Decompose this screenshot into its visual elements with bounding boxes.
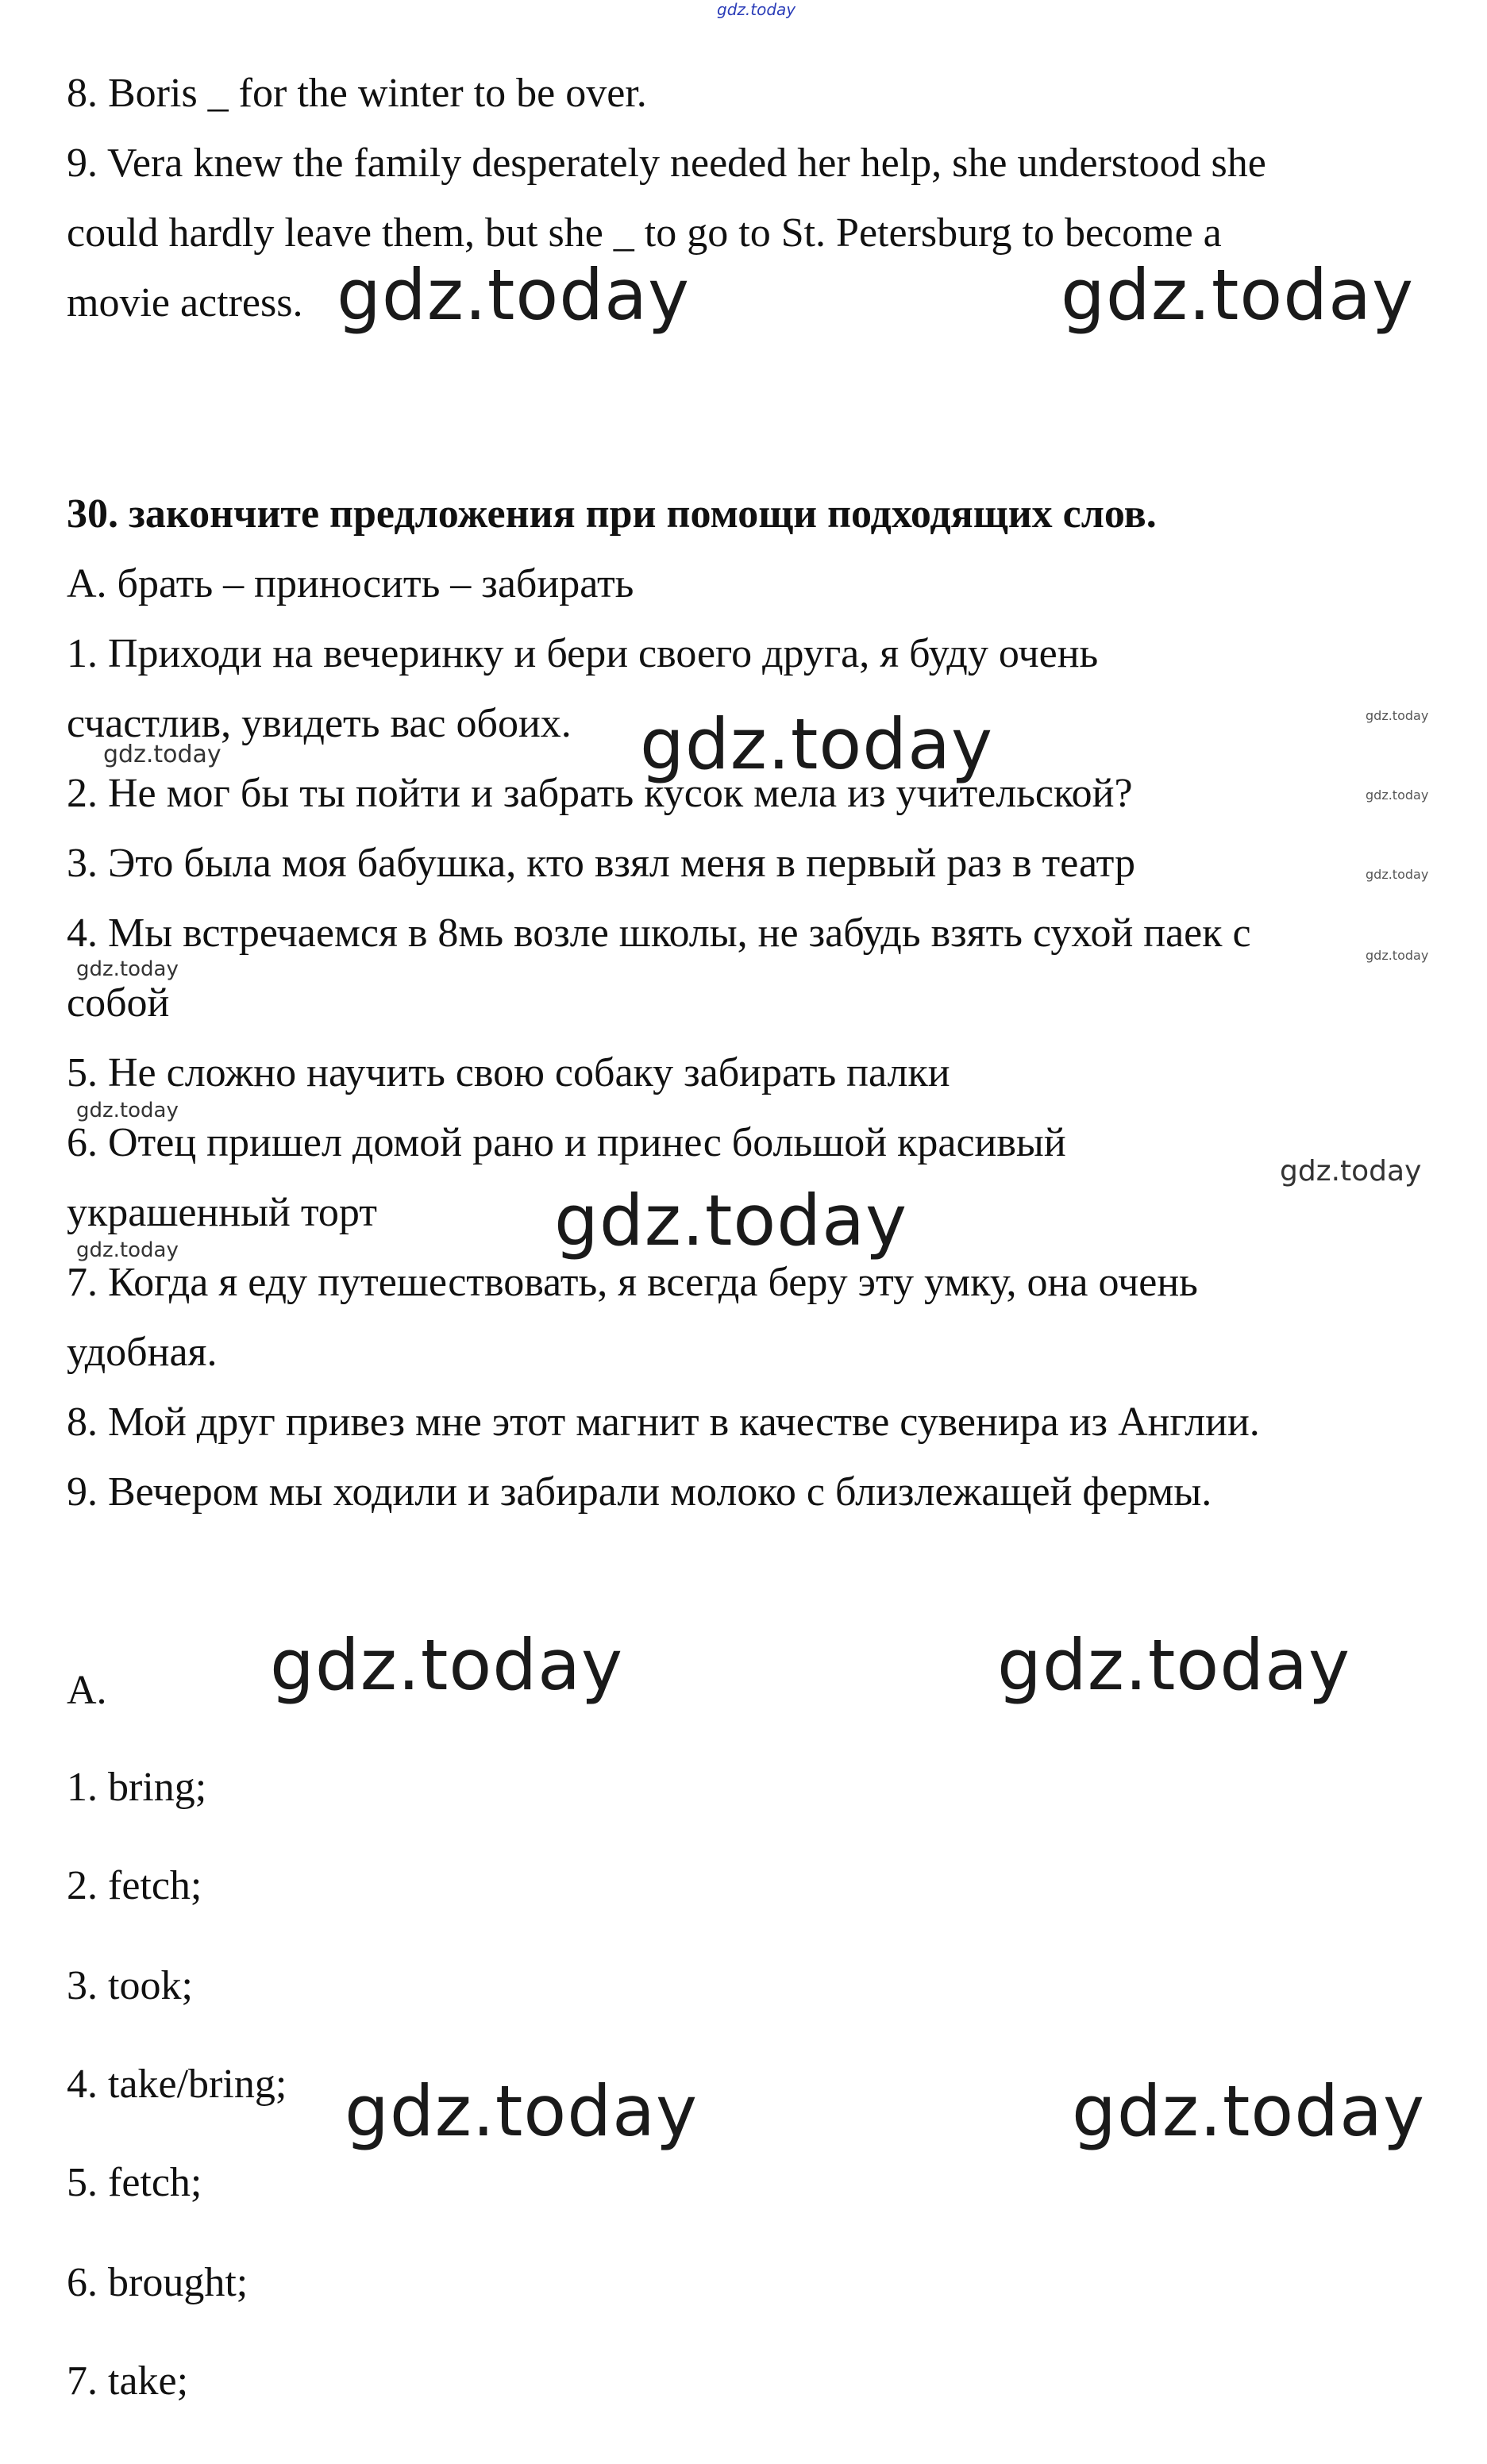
task-line: собой <box>67 980 170 1026</box>
watermark-small: gdz.today <box>76 957 179 981</box>
watermark-large: gdz.today <box>337 254 691 336</box>
task-line: 3. Это была моя бабушка, кто взял меня в первый раз в театр <box>67 841 1136 886</box>
task-line: 2. Не мог бы ты пойти и забрать кусок мела из учительской? <box>67 771 1133 816</box>
task-line: счастлив, увидеть вас обоих. <box>67 701 572 746</box>
watermark-small: gdz.today <box>1280 1155 1422 1188</box>
task-heading: 30. закончите предложения при помощи подходящих слов. <box>67 491 1157 537</box>
watermark-small: gdz.today <box>76 1238 179 1262</box>
answer-item: 1. bring; <box>67 1765 207 1810</box>
task-line: 1. Приходи на вечеринку и бери своего друга, я буду очень <box>67 631 1099 676</box>
watermark-large: gdz.today <box>997 1624 1351 1706</box>
watermark-large: gdz.today <box>640 703 994 785</box>
answers-label: A. <box>67 1668 107 1713</box>
watermark-large: gdz.today <box>1061 254 1415 336</box>
task-line: 8. Мой друг привез мне этот магнит в качестве сувенира из Англии. <box>67 1399 1260 1445</box>
watermark-large: gdz.today <box>345 2070 699 2152</box>
watermark-small: gdz.today <box>76 1099 179 1122</box>
answer-item: 4. take/bring; <box>67 2062 287 2107</box>
task-line: украшенный торт <box>67 1190 377 1235</box>
prev-item-9-line3: movie actress. <box>67 280 303 325</box>
task-line: 4. Мы встречаемся в 8мь возле школы, не забудь взять сухой паек с <box>67 911 1251 956</box>
top-watermark: gdz.today <box>717 0 796 19</box>
watermark-large: gdz.today <box>1072 2070 1426 2152</box>
answer-item: 7. take; <box>67 2358 189 2404</box>
task-subheading: А. брать – приносить – забирать <box>67 561 634 606</box>
answer-item: 2. fetch; <box>67 1863 202 1908</box>
watermark-large: gdz.today <box>554 1180 908 1261</box>
prev-item-8: 8. Boris _ for the winter to be over. <box>67 71 647 116</box>
watermark-tiny: gdz.today <box>1366 708 1429 723</box>
watermark-small: gdz.today <box>103 741 222 768</box>
watermark-tiny: gdz.today <box>1366 787 1429 803</box>
answer-item: 6. brought; <box>67 2260 248 2305</box>
task-line: удобная. <box>67 1330 218 1375</box>
answer-item: 5. fetch; <box>67 2160 202 2205</box>
task-line: 5. Не сложно научить свою собаку забирать палки <box>67 1050 950 1095</box>
task-line: 9. Вечером мы ходили и забирали молоко с близлежащей фермы. <box>67 1469 1212 1515</box>
watermark-large: gdz.today <box>270 1624 624 1706</box>
answer-item: 3. took; <box>67 1963 193 2008</box>
task-line: 6. Отец пришел домой рано и принес большой красивый <box>67 1120 1066 1165</box>
prev-item-9-line1: 9. Vera knew the family desperately needed her help, she understood she <box>67 141 1266 186</box>
prev-item-9-line2: could hardly leave them, but she _ to go to St. Petersburg to become a <box>67 210 1222 256</box>
watermark-tiny: gdz.today <box>1366 867 1429 882</box>
watermark-tiny: gdz.today <box>1366 948 1429 963</box>
task-line: 7. Когда я еду путешествовать, я всегда беру эту умку, она очень <box>67 1260 1198 1305</box>
